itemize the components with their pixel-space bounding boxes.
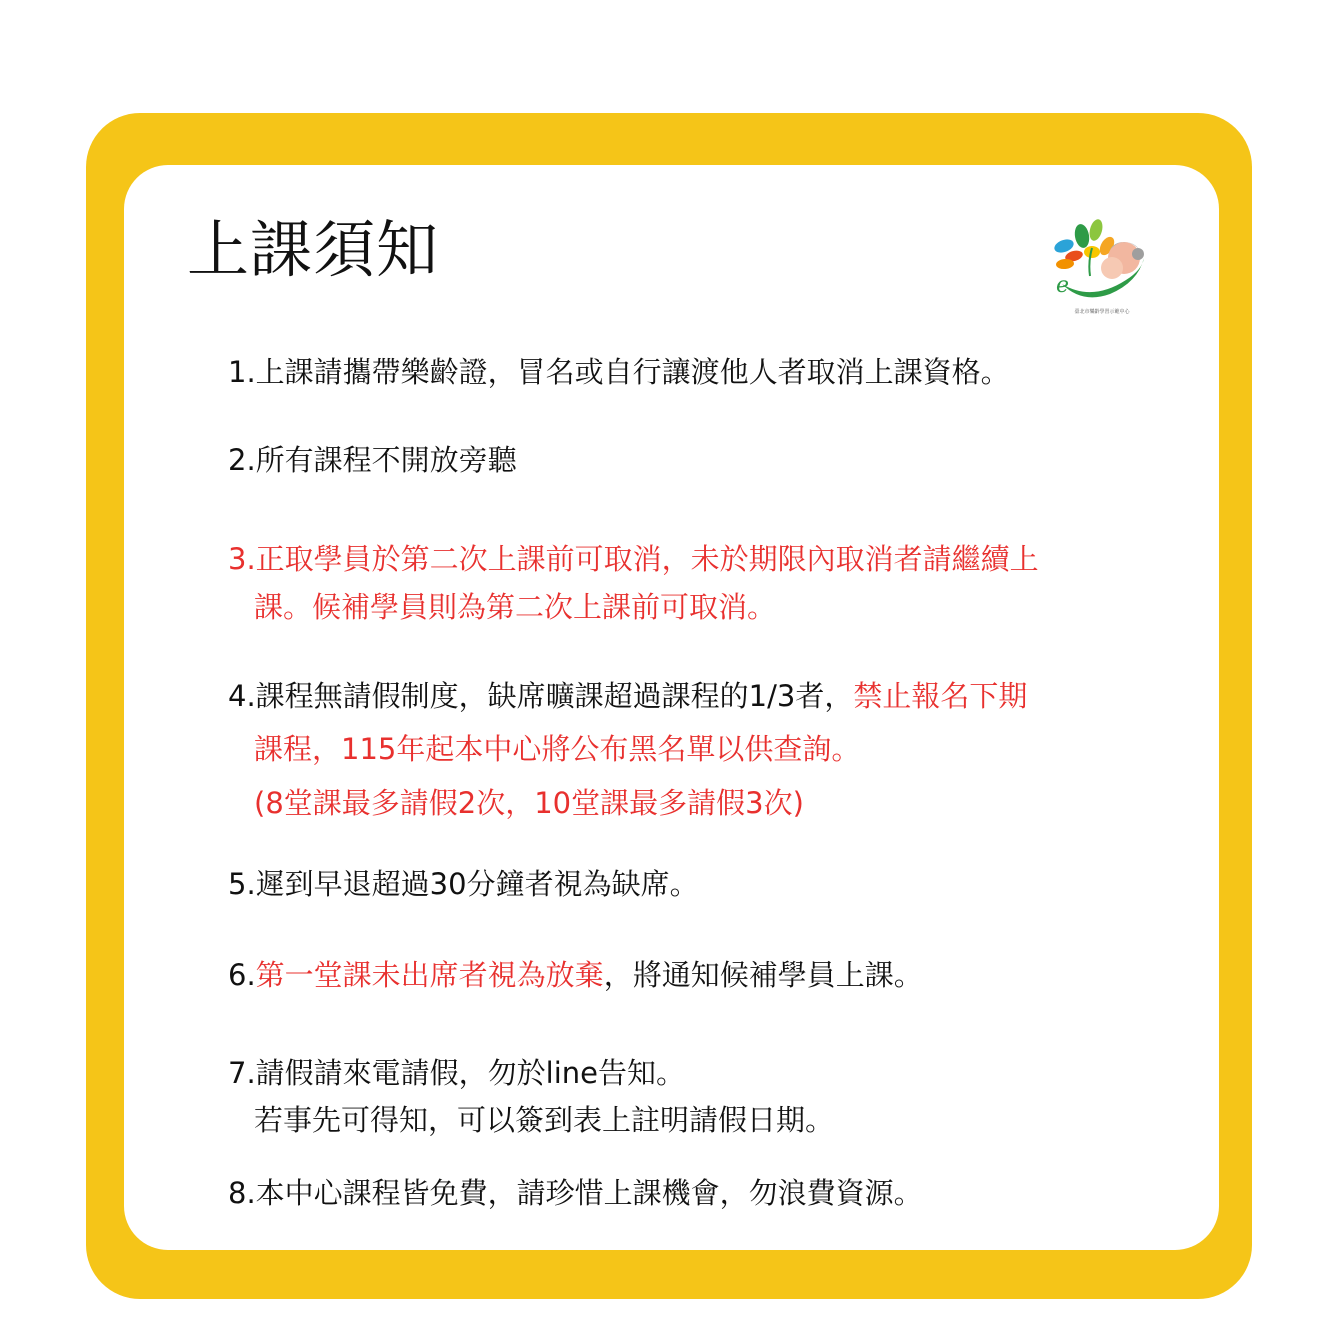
page-title: 上課須知 — [187, 213, 440, 286]
rule-6 — [228, 955, 923, 995]
logo-caption: 臺北市樂齡學習示範中心 — [1074, 309, 1130, 315]
rule-4-text-highlight: 禁止報名下期 — [853, 679, 1028, 713]
svg-text:e: e — [1056, 273, 1070, 298]
rule-7-number: 7. — [228, 1056, 256, 1090]
rule-5 — [228, 864, 699, 904]
rule-7-line-2: 若事先可得知，可以簽到表上註明請假日期。 — [254, 1103, 835, 1137]
rule-4-line-3: (8堂課最多請假2次，10堂課最多請假3次) — [254, 786, 804, 820]
center-logo — [1052, 218, 1152, 320]
rule-6-text-highlight: 第一堂課未出席者視為放棄 — [255, 958, 604, 992]
rule-2-number: 2. — [228, 443, 256, 477]
rule-3-text-line-1: 正取學員於第二次上課前可取消，未於期限內取消者請繼續上 — [255, 542, 1039, 576]
leaf-tree-elderly-logo-icon — [1052, 218, 1152, 308]
rule-4-number: 4. — [228, 679, 256, 713]
rule-6-text-plain: ，將通知候補學員上課。 — [603, 958, 923, 992]
rule-3-line-1 — [228, 539, 1039, 579]
rule-4-text-plain: 課程無請假制度，缺席曠課超過課程的1/3者， — [255, 679, 854, 713]
rule-2-text: 所有課程不開放旁聽 — [255, 443, 517, 477]
rule-5-number: 5. — [228, 867, 256, 901]
rule-7-line-1 — [228, 1053, 685, 1093]
rule-1-number: 1. — [228, 355, 256, 389]
rule-8-text: 本中心課程皆免費，請珍惜上課機會，勿浪費資源。 — [255, 1176, 923, 1210]
rule-3-number: 3. — [228, 542, 256, 576]
rule-6-number: 6. — [228, 958, 256, 992]
rule-4-line-2: 課程，115年起本中心將公布黑名單以供查詢。 — [254, 732, 861, 766]
rule-1 — [228, 352, 1010, 392]
rule-5-text: 遲到早退超過30分鐘者視為缺席。 — [255, 867, 699, 901]
rule-4-line-1 — [228, 676, 1027, 716]
rule-1-text: 上課請攜帶樂齡證，冒名或自行讓渡他人者取消上課資格。 — [255, 355, 1010, 389]
rule-8-number: 8. — [228, 1176, 256, 1210]
rule-7-text-line-1: 請假請來電請假，勿於line告知。 — [255, 1056, 686, 1090]
rule-8 — [228, 1173, 923, 1213]
rule-3-line-2: 課。候補學員則為第二次上課前可取消。 — [254, 590, 777, 624]
rule-2 — [228, 440, 517, 480]
